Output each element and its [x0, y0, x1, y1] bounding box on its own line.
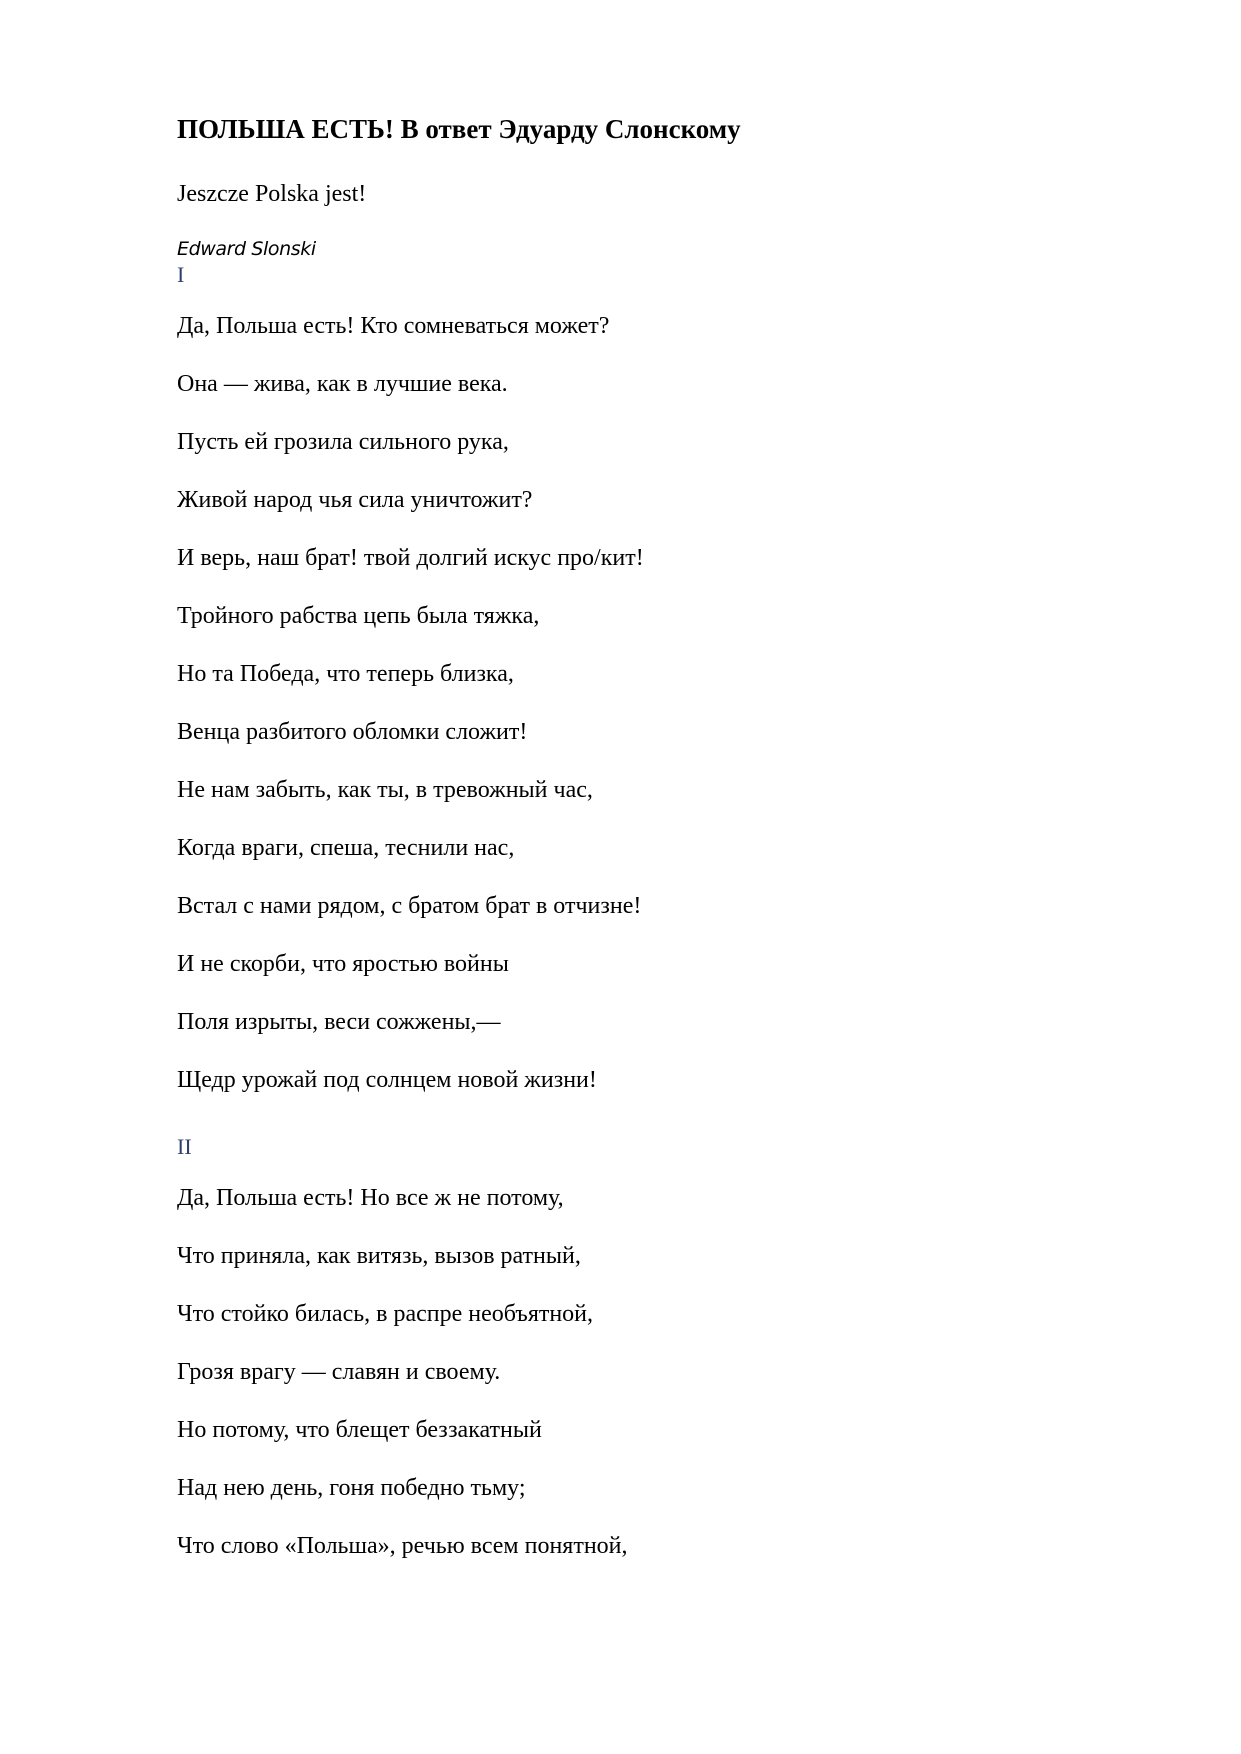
document-subtitle: Jeszcze Polska jest! [177, 181, 367, 207]
verse-line: Она — жива, как в лучшие века. [177, 371, 508, 397]
section-number: II [177, 1134, 192, 1159]
verse-line: Что стойко билась, в распре необъятной, [177, 1301, 594, 1327]
verse-line: Поля изрыты, веси сожжены,— [177, 1009, 501, 1035]
verse-line: Встал с нами рядом, с братом брат в отчизне! [177, 893, 642, 919]
verse-line: Когда враги, спеша, теснили нас, [177, 835, 515, 861]
verse-line: И верь, наш брат! твой долгий искус про/кит! [177, 545, 644, 571]
document-author: Edward Slonski [177, 238, 316, 260]
verse-line: И не скорби, что яростью войны [177, 951, 509, 977]
verse-line: Над нею день, гоня победно тьму; [177, 1475, 526, 1501]
verse-line: Но потому, что блещет беззакатный [177, 1417, 542, 1443]
verse-line: Не нам забыть, как ты, в тревожный час, [177, 777, 593, 803]
verse-line: Щедр урожай под солнцем новой жизни! [177, 1067, 597, 1093]
verse-line: Что слово «Польша», речью всем понятной, [177, 1533, 628, 1559]
section-number: I [177, 262, 185, 287]
verse-line: Грозя врагу — славян и своему. [177, 1359, 501, 1385]
verse-line: Но та Победа, что теперь близка, [177, 661, 514, 687]
verse-line: Да, Польша есть! Но все ж не потому, [177, 1185, 564, 1211]
document-title: ПОЛЬША ЕСТЬ! В ответ Эдуарду Слонскому [177, 114, 741, 144]
verse-line: Пусть ей грозила сильного рука, [177, 429, 509, 455]
verse-line: Что приняла, как витязь, вызов ратный, [177, 1243, 581, 1269]
verse-line: Венца разбитого обломки сложит! [177, 719, 528, 745]
verse-line: Тройного рабства цепь была тяжка, [177, 603, 540, 629]
verse-line: Да, Польша есть! Кто сомневаться может? [177, 313, 610, 339]
verse-line: Живой народ чья сила уничтожит? [177, 487, 533, 513]
